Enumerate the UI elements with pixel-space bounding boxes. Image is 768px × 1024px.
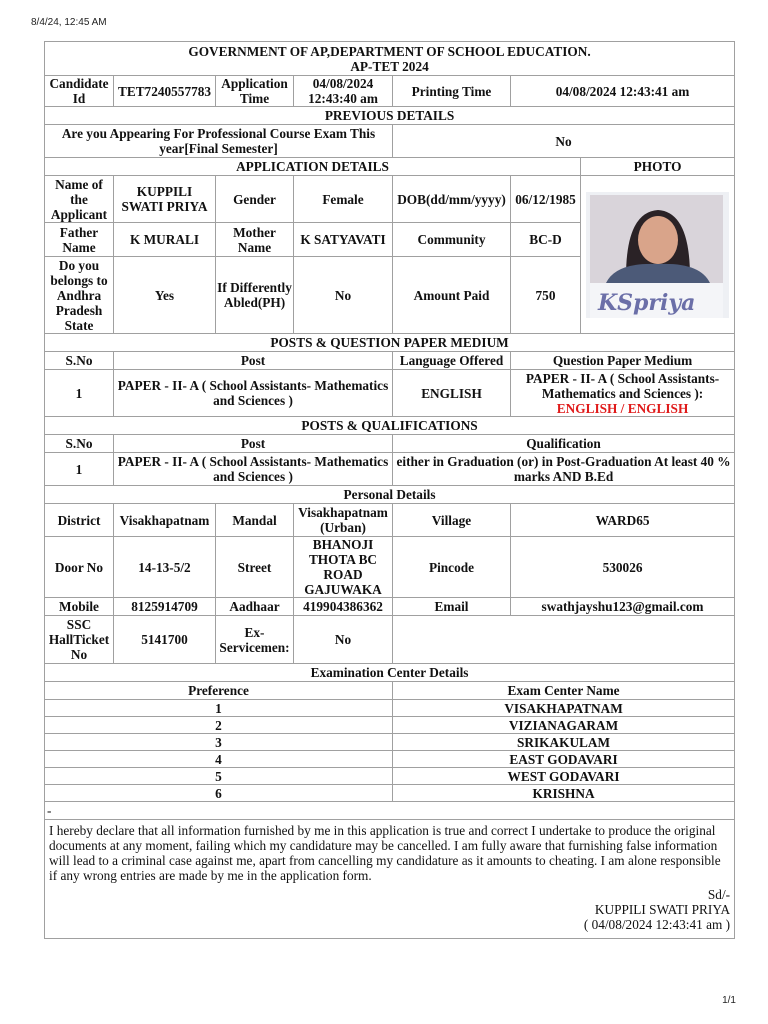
posts-qualifications-heading: POSTS & QUALIFICATIONS <box>45 417 735 435</box>
aadhaar-value: 419904386362 <box>294 598 393 616</box>
personal-details-heading: Personal Details <box>45 486 735 504</box>
ex-servicemen-value: No <box>294 616 393 664</box>
gender-label: Gender <box>216 176 294 223</box>
title-line2: AP-TET 2024 <box>350 58 429 74</box>
ssc-label: SSC HallTicket No <box>45 616 114 664</box>
center-name: VISAKHAPATNAM <box>393 700 735 717</box>
signature-name: KUPPILI SWATI PRIYA <box>594 902 731 917</box>
col-header-qualification: Qualification <box>393 435 735 453</box>
mandal-value: Visakhapatnam (Urban) <box>294 504 393 537</box>
col-header-sno: S.No <box>45 435 114 453</box>
form-title <box>45 42 735 76</box>
district-value: Visakhapatnam <box>114 504 216 537</box>
posts-medium-heading: POSTS & QUESTION PAPER MEDIUM <box>45 334 735 352</box>
qual-post: PAPER - II- A ( School Assistants- Mathematics and Sciences ) <box>114 453 393 486</box>
pincode-value: 530026 <box>511 537 735 598</box>
ex-servicemen-label: Ex-Servicemen: <box>216 616 294 664</box>
separator: - <box>45 802 735 820</box>
table-row <box>45 717 735 734</box>
ph-label: If Differently Abled(PH) <box>216 257 294 334</box>
mother-name-label: Mother Name <box>216 223 294 257</box>
table-row <box>45 700 735 717</box>
exam-center-heading: Examination Center Details <box>45 664 735 682</box>
preference: 3 <box>45 734 393 751</box>
preference: 6 <box>45 785 393 802</box>
signature-datetime: ( 04/08/2024 12:43:41 am ) <box>583 917 731 932</box>
candidate-id-label: Candidate Id <box>45 76 114 107</box>
father-name-value: K MURALI <box>114 223 216 257</box>
col-header-language: Language Offered <box>393 352 511 370</box>
ph-value: No <box>294 257 393 334</box>
center-name: WEST GODAVARI <box>393 768 735 785</box>
community-label: Community <box>393 223 511 257</box>
table-row <box>45 768 735 785</box>
village-value: WARD65 <box>511 504 735 537</box>
ap-state-value: Yes <box>114 257 216 334</box>
col-header-preference: Preference <box>45 682 393 700</box>
qualification: either in Graduation (or) in Post-Graduation At least 40 % marks AND B.Ed <box>393 453 735 486</box>
email-label: Email <box>393 598 511 616</box>
professional-course-question: Are you Appearing For Professional Course Exam This year[Final Semester] <box>45 125 393 158</box>
application-form-table <box>44 41 735 939</box>
ap-state-label: Do you belongs to Andhra Pradesh State <box>45 257 114 334</box>
post-name: PAPER - II- A ( School Assistants- Mathematics and Sciences ) <box>114 370 393 417</box>
aadhaar-label: Aadhaar <box>216 598 294 616</box>
table-row <box>45 751 735 768</box>
col-header-post: Post <box>114 435 393 453</box>
preference: 2 <box>45 717 393 734</box>
mobile-value: 8125914709 <box>114 598 216 616</box>
mobile-label: Mobile <box>45 598 114 616</box>
question-paper-medium <box>511 370 735 417</box>
amount-paid-label: Amount Paid <box>393 257 511 334</box>
application-details-heading: APPLICATION DETAILS <box>45 158 581 176</box>
amount-paid-value: 750 <box>511 257 581 334</box>
name-label: Name of the Applicant <box>45 176 114 223</box>
name-value: KUPPILI SWATI PRIYA <box>114 176 216 223</box>
col-header-post: Post <box>114 352 393 370</box>
email-value: swathjayshu123@gmail.com <box>511 598 735 616</box>
table-row <box>45 734 735 751</box>
photo-heading: PHOTO <box>581 158 735 176</box>
previous-details-heading: PREVIOUS DETAILS <box>45 107 735 125</box>
signature-image: KSpriya <box>598 289 696 316</box>
candidate-id-value: TET7240557783 <box>114 76 216 107</box>
mother-name-value: K SATYAVATI <box>294 223 393 257</box>
dob-label: DOB(dd/mm/yyyy) <box>393 176 511 223</box>
medium-post: PAPER - II- A ( School Assistants- Mathematics and Sciences ): <box>525 370 720 401</box>
language-offered: ENGLISH <box>393 370 511 417</box>
application-time-label: Application Time <box>216 76 294 107</box>
center-name: EAST GODAVARI <box>393 751 735 768</box>
professional-course-answer: No <box>393 125 735 158</box>
district-label: District <box>45 504 114 537</box>
applicant-photo <box>586 192 729 318</box>
village-label: Village <box>393 504 511 537</box>
medium-value: ENGLISH / ENGLISH <box>556 400 689 416</box>
preference: 5 <box>45 768 393 785</box>
application-time-value: 04/08/2024 12:43:40 am <box>294 76 393 107</box>
page-number: 1/1 <box>722 995 736 1006</box>
street-label: Street <box>216 537 294 598</box>
door-no-label: Door No <box>45 537 114 598</box>
preference: 1 <box>45 700 393 717</box>
pincode-label: Pincode <box>393 537 511 598</box>
col-header-medium: Question Paper Medium <box>511 352 735 370</box>
door-no-value: 14-13-5/2 <box>114 537 216 598</box>
mandal-label: Mandal <box>216 504 294 537</box>
father-name-label: Father Name <box>45 223 114 257</box>
empty-cell <box>393 616 735 664</box>
col-header-center-name: Exam Center Name <box>393 682 735 700</box>
declaration-text: I hereby declare that all information furnished by me in this application is true and correct I undertake to produce the original documents at any moment, failing which my candidature may be cancelled. I am fully aware that furnishing false information will lead to a criminal case against me, apart from cancelling my candidature as it amounts to cheating. I am alone responsible if any wrong entries are made by me in the application form. <box>49 823 721 883</box>
center-name: VIZIANAGARAM <box>393 717 735 734</box>
printing-time-label: Printing Time <box>393 76 511 107</box>
photo-cell <box>581 176 735 334</box>
col-header-sno: S.No <box>45 352 114 370</box>
center-name: KRISHNA <box>393 785 735 802</box>
print-timestamp: 8/4/24, 12:45 AM <box>31 17 107 28</box>
street-value: BHANOJI THOTA BC ROAD GAJUWAKA <box>294 537 393 598</box>
signature-sd: Sd/- <box>707 887 731 902</box>
qual-sno: 1 <box>45 453 114 486</box>
declaration-cell <box>45 820 735 939</box>
center-name: SRIKAKULAM <box>393 734 735 751</box>
post-sno: 1 <box>45 370 114 417</box>
gender-value: Female <box>294 176 393 223</box>
ssc-value: 5141700 <box>114 616 216 664</box>
printing-time-value: 04/08/2024 12:43:41 am <box>511 76 735 107</box>
table-row <box>45 785 735 802</box>
title-line1: GOVERNMENT OF AP,DEPARTMENT OF SCHOOL EDUCATION. <box>188 43 591 59</box>
community-value: BC-D <box>511 223 581 257</box>
dob-value: 06/12/1985 <box>511 176 581 223</box>
preference: 4 <box>45 751 393 768</box>
